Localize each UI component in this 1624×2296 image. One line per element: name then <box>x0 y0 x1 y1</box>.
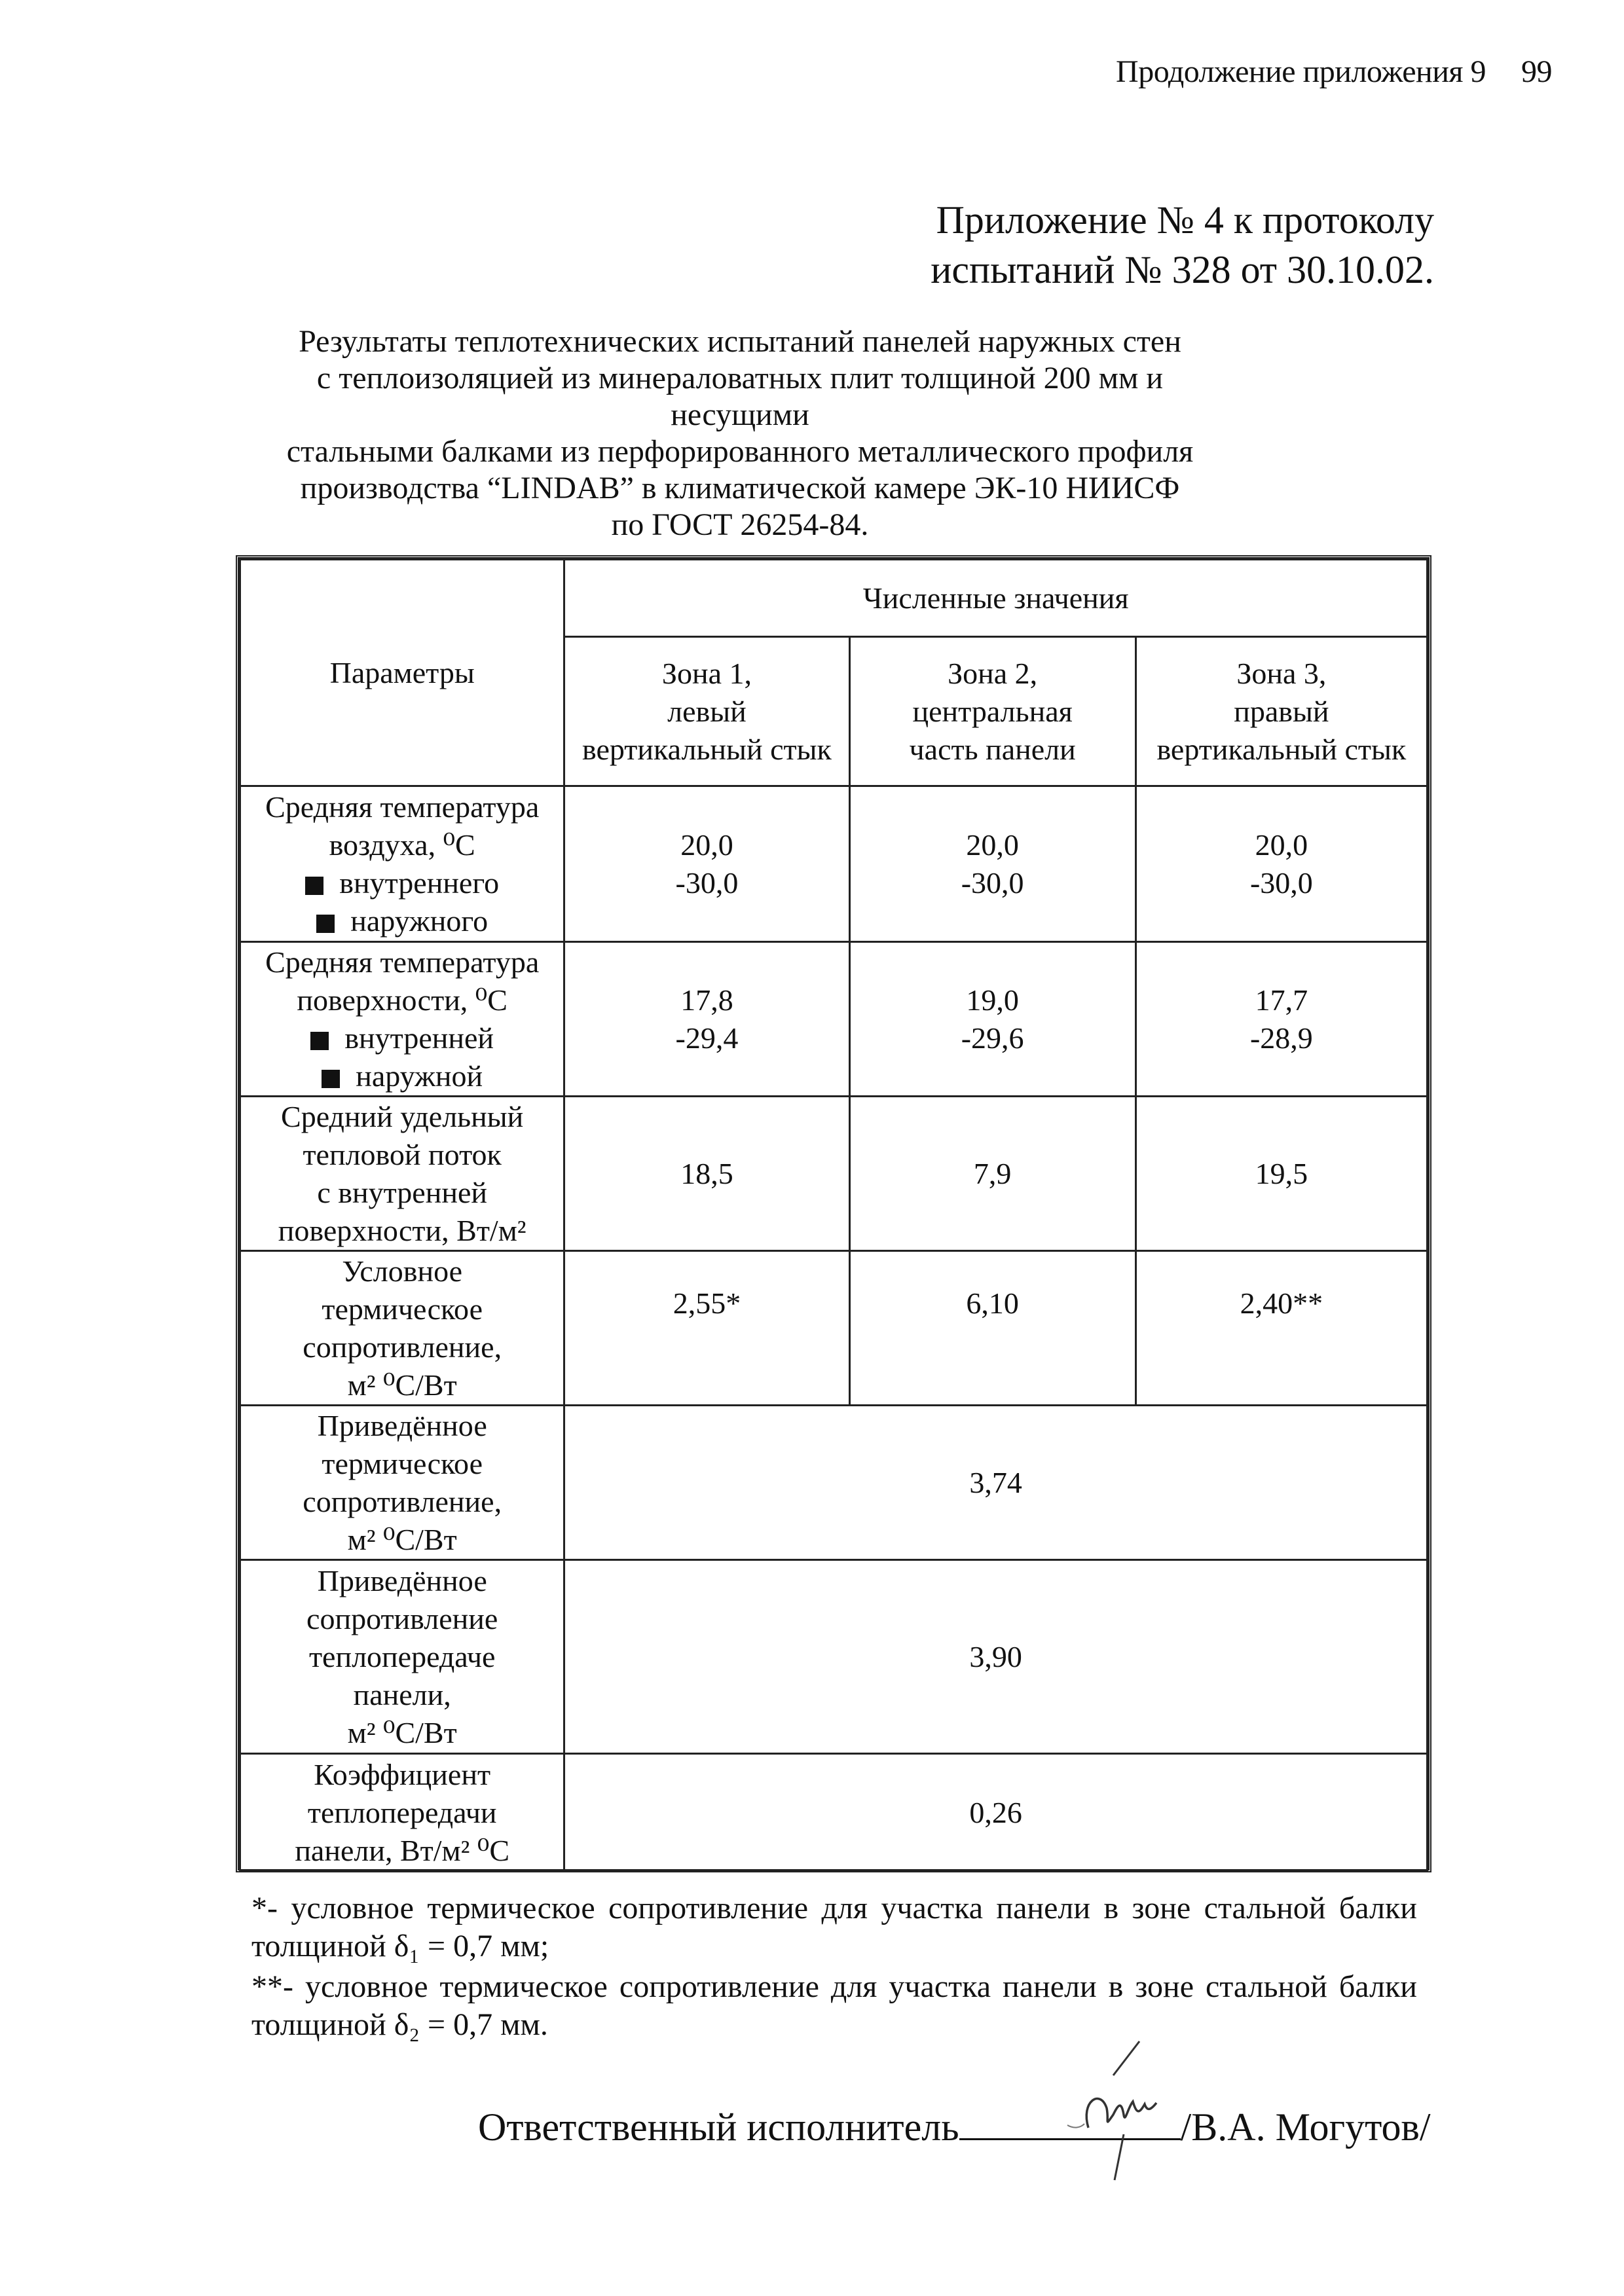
values-header: Численные значения <box>564 560 1428 637</box>
signature-line <box>478 2100 1431 2150</box>
footnote: **- условное термическое сопротивление для участка панели в зоне стальной балки толщиной δ₂ = 0,7 мм. <box>251 1969 1417 2042</box>
reduced-transfer-resistance-label: Приведённое сопротивление теплопередаче панели, м² ⁰С/Вт <box>240 1560 564 1754</box>
surface-temperature-zone-3: 17,7 -28,9 <box>1135 942 1427 1097</box>
surface-temperature-zone-1: 17,8 -29,4 <box>564 942 849 1097</box>
zone-header-line: Зона 1, <box>661 656 752 690</box>
surface-temperature-zone-2: 19,0 -29,6 <box>849 942 1135 1097</box>
reduced-resistance-label: Приведённое термическое сопротивление, м² ⁰С/Вт <box>240 1406 564 1560</box>
air-temperature-zone-2: 20,0 -30,0 <box>849 786 1135 942</box>
transfer-coefficient-value: 0,26 <box>564 1754 1428 1872</box>
conditional-resistance-zone-1: 2,55* <box>564 1251 849 1406</box>
running-head-title: Продолжение приложения 9 <box>1116 54 1486 89</box>
title-line: стальными балками из перфорированного металлического профиля <box>286 434 1194 469</box>
transfer-coefficient-label: Коэффициент теплопередачи панели, Вт/м² ⁰С <box>240 1754 564 1872</box>
reduced-resistance-value: 3,74 <box>564 1406 1428 1560</box>
running-head <box>1116 54 1552 90</box>
heat-flux-zone-1: 18,5 <box>564 1097 849 1251</box>
conditional-resistance-zone-3: 2,40** <box>1135 1251 1427 1406</box>
zone-header-line: вертикальный стык <box>582 732 832 766</box>
signature-name: /В.А. Могутов/ <box>1180 2105 1431 2149</box>
table-row-air-temperature <box>240 786 1428 942</box>
conditional-resistance-label: Условное термическое сопротивление, м² ⁰С/Вт <box>240 1251 564 1406</box>
results-table-frame <box>236 555 1431 1872</box>
title-line: по ГОСТ 26254-84. <box>611 507 869 542</box>
handwritten-signature <box>1041 2036 1198 2187</box>
signature-role: Ответственный исполнитель <box>478 2105 959 2149</box>
appendix-reference-line2: испытаний № 328 от 30.10.02. <box>931 248 1434 291</box>
table-row-reduced-transfer-resistance <box>240 1560 1428 1754</box>
zone-header-line: Зона 3, <box>1236 656 1327 690</box>
zone-header-line: центральная <box>912 694 1073 728</box>
title-line: производства “LINDAB” в климатической камере ЭК-10 НИИСФ <box>300 471 1180 505</box>
footnote: *- условное термическое сопротивление для участка панели в зоне стальной балки толщиной δ₁ = 0,7 мм; <box>251 1891 1417 1963</box>
air-temperature-label: Средняя температура воздуха, ⁰С внутреннего наружного <box>240 786 564 942</box>
results-table <box>239 558 1428 1872</box>
table-row-reduced-resistance <box>240 1406 1428 1560</box>
zone-1-header <box>564 637 849 786</box>
appendix-reference <box>931 195 1434 295</box>
zone-header-line: вертикальный стык <box>1156 732 1407 766</box>
bullet-icon <box>305 877 323 895</box>
table-row-heat-flux <box>240 1097 1428 1251</box>
zone-header-line: правый <box>1234 694 1329 728</box>
zone-header-line: левый <box>667 694 747 728</box>
surface-temperature-label: Средняя температура поверхности, ⁰С внутренней наружной <box>240 942 564 1097</box>
reduced-transfer-resistance-value: 3,90 <box>564 1560 1428 1754</box>
zone-header-line: часть панели <box>909 732 1076 766</box>
air-temperature-zone-1: 20,0 -30,0 <box>564 786 849 942</box>
appendix-reference-line1: Приложение № 4 к протоколу <box>936 198 1434 242</box>
title-line: с теплоизоляцией из минераловатных плит толщиной 200 мм и несущими <box>316 361 1164 432</box>
table-row-conditional-resistance <box>240 1251 1428 1406</box>
page-number: 99 <box>1521 54 1552 89</box>
table-row-transfer-coefficient <box>240 1754 1428 1872</box>
title-line: Результаты теплотехнических испытаний панелей наружных стен <box>299 324 1181 359</box>
bullet-icon <box>322 1070 340 1088</box>
bullet-icon <box>316 915 335 933</box>
zone-2-header <box>849 637 1135 786</box>
heat-flux-zone-3: 19,5 <box>1135 1097 1427 1251</box>
param-header: Параметры <box>240 560 564 786</box>
zone-3-header <box>1135 637 1427 786</box>
conditional-resistance-zone-2: 6,10 <box>849 1251 1135 1406</box>
air-temperature-zone-3: 20,0 -30,0 <box>1135 786 1427 942</box>
table-row-surface-temperature <box>240 942 1428 1097</box>
zone-header-line: Зона 2, <box>948 656 1038 690</box>
bullet-icon <box>310 1032 329 1050</box>
heat-flux-zone-2: 7,9 <box>849 1097 1135 1251</box>
footnotes <box>251 1889 1417 2047</box>
heat-flux-label: Средний удельный тепловой поток с внутренней поверхности, Вт/м² <box>240 1097 564 1251</box>
document-title <box>282 323 1198 543</box>
